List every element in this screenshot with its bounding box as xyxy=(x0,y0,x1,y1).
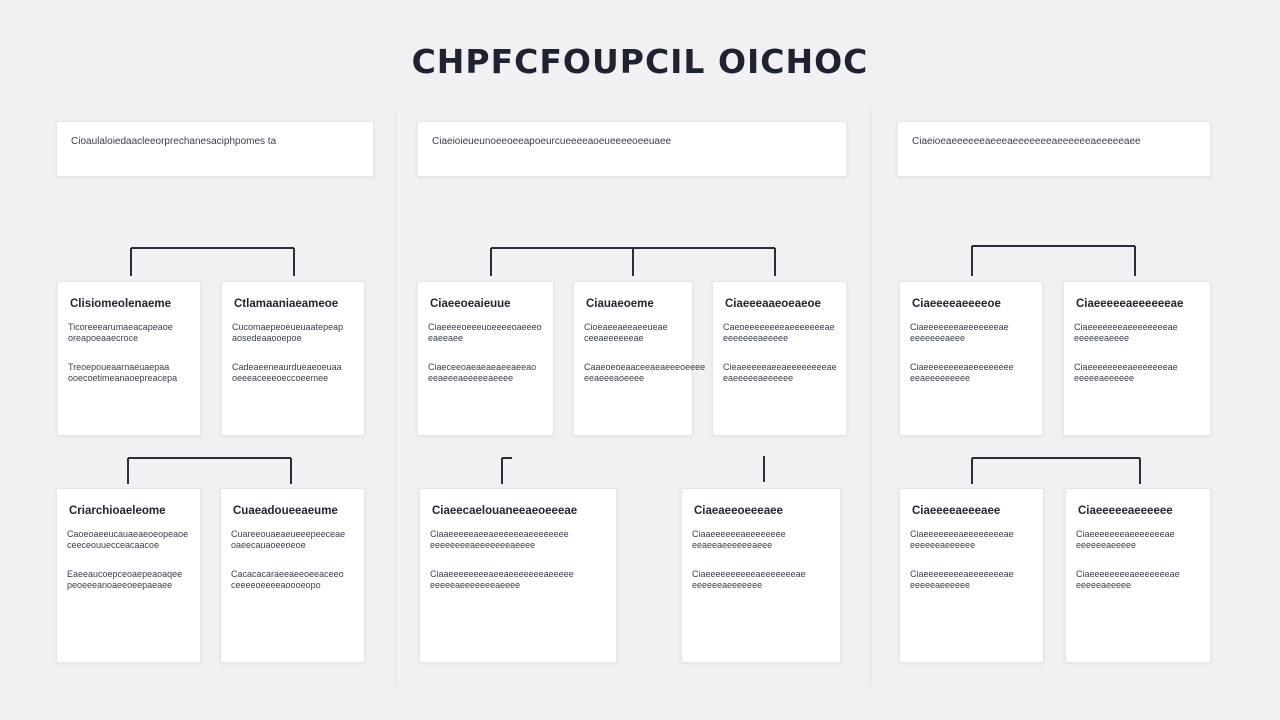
node-card xyxy=(1065,488,1211,663)
node-title: Cuaeadoueeaeume xyxy=(233,505,338,517)
node-title: Ctlamaaniaeameoe xyxy=(234,298,339,310)
node-card xyxy=(573,281,706,436)
node-text: Cieaeeeeeaeeaeeeeeeeeae eaeeeeeaeeeeee xyxy=(723,362,837,383)
node-title: Ciaeecaelouaneeaeoeeeae xyxy=(432,505,578,517)
header-card xyxy=(56,121,374,177)
node-card xyxy=(221,281,365,436)
node-card xyxy=(1063,281,1211,436)
node-text: Caoeoaeeucauaeaeoeopeaoe ceeceouuecceacaacoe xyxy=(67,529,189,550)
node-card xyxy=(681,488,841,663)
node-text: Eaeeaucoepceoaepeaoaqee peoeeeanoaeeoeepaeaee xyxy=(67,569,183,590)
node-text: Ciaeceeoaeaeaeaeeaeeao eeaeeeaeeeeeaeeee xyxy=(428,362,537,383)
node-card xyxy=(899,488,1044,663)
node-card xyxy=(56,488,201,663)
node-title: Ciaeeeeaeeeaee xyxy=(912,505,1001,517)
node-card xyxy=(417,281,554,436)
node-card xyxy=(57,281,201,436)
node-title: Ciaeeoeaieuue xyxy=(430,298,511,310)
node-title: Ciaeeeeaeeeeoe xyxy=(912,298,1001,310)
header-card xyxy=(897,121,1211,177)
node-text: Ciaeeeeeeeeaeeeeeeeae eeeeeaeeeee xyxy=(1076,569,1180,590)
node-text: Ciaeeeeoeeeuoeeeeoaeeeo eaeeaee xyxy=(428,322,542,343)
node-text: Ciaeeeeeeeeaeeeeeeeae eeeeeaeeeeee xyxy=(1074,362,1178,383)
node-text: Ciaaeeeeeaeeaeeeeeeaeeeeeeee eeeeeeeeaeeeeeeeaeeee xyxy=(430,529,569,550)
node-text: Caeoeeeeeeeeaeeeeeeeae eeeeeeeaeeeee xyxy=(723,322,835,343)
node-title: Clisiomeolenaeme xyxy=(70,298,171,310)
node-text: Ticoreeearumaeacapeaoe oreapoeaaecroce xyxy=(68,322,173,343)
header-text: Ciaeioieueunoeeoeeapoeurcueeeeaoeueeeeoeeuaee xyxy=(432,136,672,147)
node-title: Ciaeaeeoeeeaee xyxy=(694,505,783,517)
node-title: Criarchioaeleome xyxy=(69,505,166,517)
node-text: Caaeoeoeaaceeaeaeeeoeeee eeaeeeaoeeee xyxy=(584,362,706,383)
header-text: Ciaeioeaeeeeeeaeeeaeeeeeeeaeeeeeeaeeeeeaee xyxy=(912,136,1141,147)
node-text: Treoepoueaarnaeuaepaa ooecoetimeanaoepreacepa xyxy=(68,362,178,383)
node-text: Ciaeeeeeeeaeeeeeeeae eeeeeeaeeeee xyxy=(1076,529,1175,550)
node-text: Cadeaeeneaurdueaeoeuaa oeeeaceeeoeccoeemee xyxy=(232,362,342,383)
node-text: Ciaeeeeeeeeaeeeeeeeae eeeeeaeeeeee xyxy=(910,569,1014,590)
node-card xyxy=(712,281,847,436)
node-card xyxy=(220,488,365,663)
node-card xyxy=(899,281,1043,436)
page-title: CHPFCFOUPCIL OICHOC xyxy=(411,42,869,81)
node-title: Ciauaeoeme xyxy=(586,298,654,310)
node-text: Cioeaeeaeeaeeueae ceeaeeeeeeae xyxy=(584,322,668,343)
node-title: Ciaeeeaaeoeaeoe xyxy=(725,298,821,310)
node-text: Cucomaepeoeueuaatepeap aosedeaaooepoe xyxy=(232,322,344,343)
node-title: Ciaeeeeeaeeeeee xyxy=(1078,505,1173,517)
node-text: Ciaeeeeeeeaeeeeeeeeae eeeeeeaeeeeee xyxy=(910,529,1014,550)
node-text: Ciaeeeeeeeaeeeeeeeae eeeeeeeaeee xyxy=(910,322,1009,343)
node-text: Ciaeeeeeeeeaeeeeeeeee eeaeeeeeeeee xyxy=(910,362,1014,383)
node-card xyxy=(419,488,617,663)
header-text: Cioaulaloiedaacleeorprechanesaciphpomes ta xyxy=(71,136,277,147)
node-text: Ciaaeeeeeeeeaeeaeeeeeeeaeeeee eeeeeaeeeeeeeaeeee xyxy=(430,569,574,590)
node-title: Ciaeeeeeaeeeeeeae xyxy=(1076,298,1184,310)
node-text: Ciaeeeeeeeaeeeeeeeeae eeeeeeaeeee xyxy=(1074,322,1178,343)
node-text: Ciaaeeeeeeaeeeeeeee eeaeeaeeeeeeaeee xyxy=(692,529,786,550)
node-text: Cuareeouaeaeueeepeeceae oaeecauaoeeoeoe xyxy=(231,529,346,550)
node-text: Cacacacaraeeaeeoeeaceeo ceeeeoeeeeaoooeopo xyxy=(231,569,344,590)
header-card xyxy=(417,121,847,177)
node-text: Ciaeeeeeeeeeeaeeeeeeeae eeeeeeaeeeeeee xyxy=(692,569,806,590)
